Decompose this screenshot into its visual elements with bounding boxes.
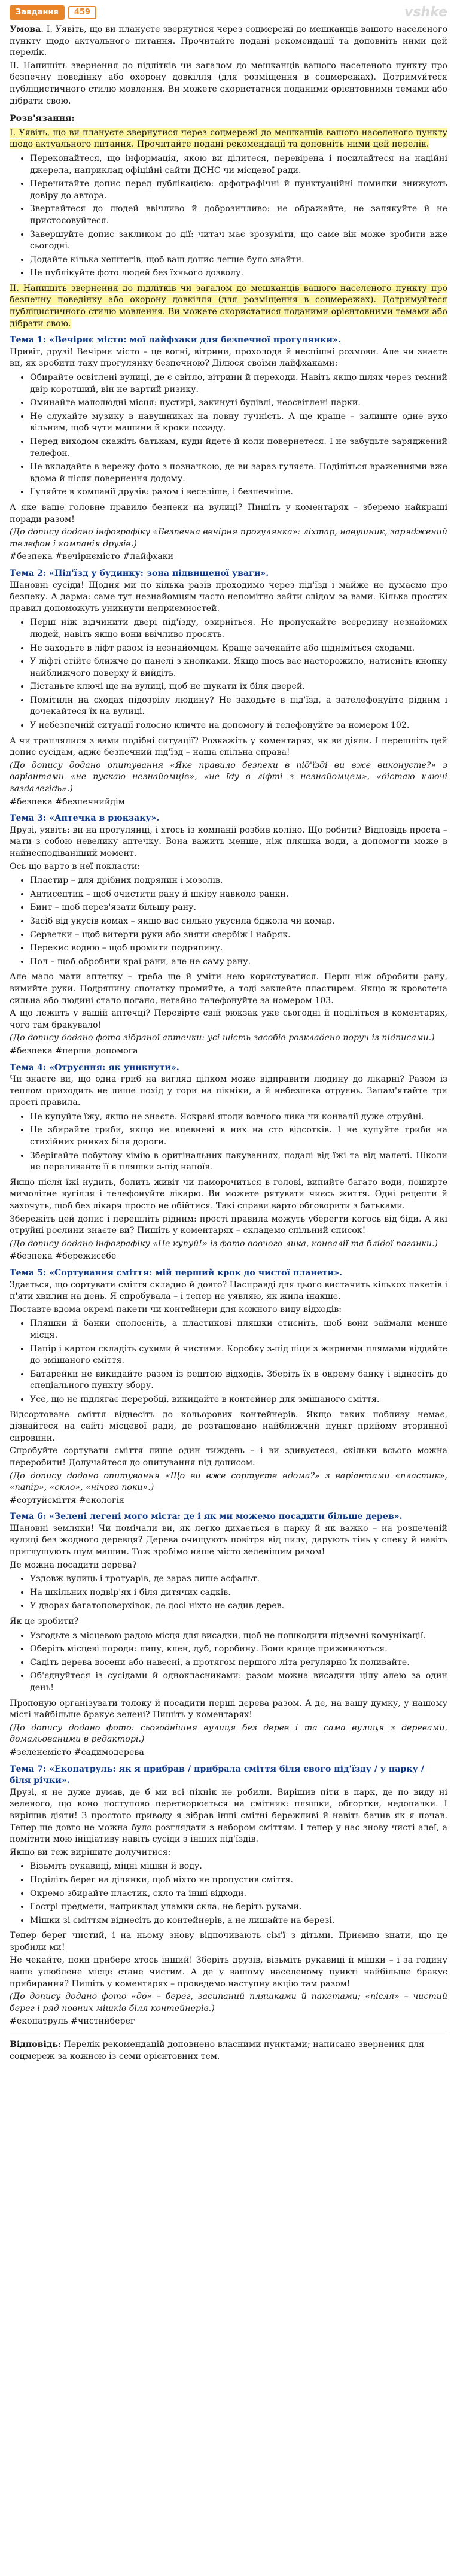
- theme-list-item: • Уздовж вулиць і тротуарів, де зараз лише асфальт.: [30, 1573, 447, 1585]
- theme-block: [10, 1511, 447, 1758]
- theme-list-item: • Пляшки й банки сполосніть, а пластикові пляшки стисніть, щоб вони займали менше місця.: [30, 1318, 447, 1341]
- part1-item: • Звертайтеся до людей ввічливо й доброзичливо: не ображайте, не залякуйте й не пристосовуйтеся.: [30, 203, 447, 227]
- part1-item: • Додайте кілька хештегів, щоб ваш допис легше було знайти.: [30, 254, 447, 266]
- theme-list-item: • Не купуйте їжу, якщо не знаєте. Яскраві ягоди вовчого лика чи конвалії дуже отруйні.: [30, 1111, 447, 1123]
- theme-note: (До допису додано фото зібраної аптечки: усі шість засобів розкладено поруч із підписами.): [10, 1033, 435, 1043]
- theme-list-item: • Батарейки не викидайте разом із рештою відходів. Зберіть їх в окрему банку і віднесіть до спеціального пункту збору.: [30, 1369, 447, 1392]
- theme-intro: Привіт, друзі! Вечірнє місто – це вогні, вітрини, прохолода й неспішні розмови. Але чи знаєте ви, як зробити таку прогулянку безпечною? Ділюся своїми лайфхаками:: [10, 347, 447, 369]
- part1-item: • Перечитайте допис перед публікацією: орфографічні й пунктуаційні помилки знижують довіру до автора.: [30, 178, 447, 202]
- theme-list-item: • Не збирайте гриби, якщо не впевнені в них на сто відсотків. І не купуйте гриби на стихійних ринках біля дороги.: [30, 1125, 447, 1148]
- theme-note: (До допису додано опитування «Що ви вже сортуєте вдома?» з варіантами «пластик», «папір», «скло», «нічого поки».): [10, 1471, 447, 1493]
- theme-list-item: • Поділіть берег на ділянки, щоб ніхто не пропустив сміття.: [30, 1875, 447, 1887]
- theme-title: Тема 4: «Отруєння: як уникнути».: [10, 1062, 179, 1073]
- theme-list-item: • Оминайте малолюдні місця: пустирі, закинуті будівлі, неосвітлені парки.: [30, 397, 447, 409]
- theme-list: [10, 875, 447, 968]
- part1-heading: [10, 127, 447, 151]
- solution-title: Розв'язання:: [10, 114, 75, 124]
- theme-hashtags: #екопатруль #чистийберег: [10, 2016, 135, 2027]
- theme-note: (До допису додано фото «до» – берег, засипаний пляшками й пакетами; «після» – чистий берег і ряд повних мішків біля контейнерів.): [10, 1992, 447, 2013]
- theme-list-item: • Дістаньте ключі ще на вулиці, щоб не шукати їх біля дверей.: [30, 681, 447, 693]
- theme-list: [10, 1573, 447, 1612]
- top-bar: [10, 5, 447, 20]
- theme-hashtags: #сортуйсміття #екологія: [10, 1495, 124, 1505]
- theme-closing: А яке ваше головне правило безпеки на вулиці? Пишіть у коментарях – зберемо найкращі поради разом!: [10, 502, 447, 524]
- theme-list-item: • Помітили на сходах підозрілу людину? Не заходьте в під'їзд, а зателефонуйте рідним і дочекайтеся їх на вулиці.: [30, 695, 447, 718]
- theme-intro-2: Поставте вдома окремі пакети чи контейнери для кожного виду відходів:: [10, 1304, 342, 1314]
- theme-block: [10, 568, 447, 808]
- theme-list-item: • Папір і картон складіть сухими й чистими. Коробку з-під піци з жирними плямами віддайте до змішаного сміття.: [30, 1344, 447, 1367]
- theme-closing-2: А що лежить у вашій аптечці? Перевірте свій рюкзак уже сьогодні й поділіться в коментарях, чого там бракувало!: [10, 1008, 447, 1030]
- theme-list-item: • Зберігайте побутову хімію в оригінальних пакуваннях, подалі від їжі та від малечі. Ніколи не переливайте її в пляшки з-під напоїв.: [30, 1150, 447, 1174]
- theme-list-item: • Бинт – щоб перев'язати більшу рану.: [30, 902, 447, 914]
- theme-hashtags: #безпека #перша_допомога: [10, 1046, 138, 1056]
- theme-list-item: • Обирайте освітлені вулиці, де є світло, вітрини й переходи. Навіть якщо шлях через темний двір коротший, він не вартий ризику.: [30, 372, 447, 396]
- theme-block: [10, 1062, 447, 1263]
- theme-note: (До допису додано інфографіку «Безпечна вечірня прогулянка»: ліхтар, навушник, заряджений телефон і компанія друзів.): [10, 527, 447, 549]
- answer-label: Відповідь: [10, 2040, 59, 2050]
- condition-label: Умова: [10, 25, 41, 34]
- theme-closing: Пропоную організувати толоку й посадити перші дерева разом. А де, на вашу думку, у нашому місті найбільше бракує зелені? Пишіть у коментарях!: [10, 1698, 447, 1720]
- theme-list-item: • У ліфті стійте ближче до панелі з кнопками. Якщо щось вас насторожило, натисніть кнопку найближчого поверху й вийдіть.: [30, 656, 447, 679]
- theme-list: [10, 617, 447, 731]
- part1-item: • Не публікуйте фото людей без їхнього дозволу.: [30, 268, 447, 280]
- theme-list: [10, 1861, 447, 1927]
- theme-closing: А чи траплялися з вами подібні ситуації? Розкажіть у коментарях, як ви діяли. І перешліть цей допис сусідам, адже безпечний під'їзд – наша спільна справа!: [10, 736, 447, 758]
- theme-intro-2: Якщо ви теж вирішите долучитися:: [10, 1847, 171, 1857]
- part2-heading-text: II. Напишіть звернення до підлітків чи загалом до мешканців вашого населеного пункту про безпечну поведінку або охорону довкілля (для розміщення в соцмережах). Дотримуйтеся публіцистичного стилю мовлення. Ви можете скористатися поданими орієнтовними темами або дібрати свою.: [10, 283, 447, 329]
- themes-container: [10, 335, 447, 2028]
- theme-title: Тема 5: «Сортування сміття: мій перший крок до чистої планети».: [10, 1268, 342, 1278]
- theme-list-item: • Гострі предмети, наприклад уламки скла, не беріть руками.: [30, 1901, 447, 1913]
- theme-intro-2: Де можна посадити дерева?: [10, 1560, 137, 1570]
- condition-paragraph-1: Умова. I. Уявіть, що ви плануєте звернутися через соцмережі до мешканців вашого населеного пункту щодо актуального питання. Прочитайте подані рекомендації та доповніть ними цей перелік.: [10, 25, 447, 58]
- theme-title: Тема 7: «Екопатруль: як я прибрав / прибрала сміття біля свого під'їзду / у парку / біля річки».: [10, 1764, 424, 1786]
- part1-item: • Переконайтеся, що інформація, якою ви ділитеся, перевірена і посилайтеся на надійні джерела, наприклад офіційні сайти ДСНС чи місцевої ради.: [30, 153, 447, 177]
- theme-title: Тема 6: «Зелені легені мого міста: де і як ми можемо посадити більше дерев».: [10, 1512, 403, 1522]
- theme-list-item: • Усе, що не підлягає переробці, викидайте в контейнер для змішаного сміття.: [30, 1394, 447, 1406]
- theme-list-item: • Мішки зі сміттям віднесіть до контейнерів, а не лишайте на березі.: [30, 1915, 447, 1927]
- theme-list-item: • Пол – щоб обробити краї рани, але не саму рану.: [30, 956, 447, 968]
- theme-list-item: • Засіб від укусів комах – якщо вас сильно укусила бджола чи комар.: [30, 916, 447, 928]
- theme-list: [10, 372, 447, 499]
- task-badge: [10, 5, 96, 20]
- theme-list-item: • Гуляйте в компанії друзів: разом і веселіше, і безпечніше.: [30, 487, 447, 499]
- theme-list-item: • Не заходьте в ліфт разом із незнайомцем. Краще зачекайте або підніміться сходами.: [30, 643, 447, 655]
- theme-note: (До допису додано опитування «Яке правило безпеки в під'їзді ви вже виконуєте?» з варіантами «не пускаю незнайомців», «не їду в ліфті з незнайомцем», «дістаю ключі заздалегідь».): [10, 760, 447, 794]
- theme-hashtags: #безпека #безпечнийдім: [10, 797, 125, 807]
- watermark: vshke: [404, 5, 447, 20]
- theme-block: [10, 1268, 447, 1506]
- theme-intro-2: Ось що варто в неї покласти:: [10, 861, 141, 871]
- theme-list-item: • Антисептик – щоб очистити рану й шкіру навколо ранки.: [30, 889, 447, 901]
- theme-list-item: • Не вкладайте в вережу фото з позначкою, де ви зараз гуляєте. Поділіться враженнями вже вдома й після повернення додому.: [30, 461, 447, 485]
- part2-heading: [10, 283, 447, 330]
- theme-note: (До допису додано інфографіку «Не купуй!» із фото вовчого лика, конвалії та блідої поганки.): [10, 1238, 438, 1248]
- theme-list-2-item: • Оберіть місцеві породи: липу, клен, дуб, горобину. Вони краще приживаються.: [30, 1644, 447, 1655]
- theme-intro: Друзі, уявіть: ви на прогулянці, і хтось із компанії розбив коліно. Що робити? Відповідь проста – мати з собою невелику аптечку. Вона важить менше, ніж пляшка води, а допомогти може в найнесподіваніший момент.: [10, 825, 447, 858]
- theme-block: [10, 1764, 447, 2028]
- theme-intro: Друзі, я не дуже думав, де б ми всі пікнік не робили. Вирішив піти в парк, де по виду ні зеленого, що воно поступово перетворюється на смітник: пляшки, обгортки, недопалки. І вирішив діяти! З простого приводу я зібрав інші смітні бережливі й навіть бачив як я почав. Тепер ще довго не можна було розглядати з набором сміттям. І тепер у нас знову чисті алеї, а помітити мою ініціативу навіть сусіди з інших під'їздів.: [10, 1787, 447, 1845]
- condition-block: [10, 24, 447, 107]
- theme-list-2-item: • Об'єднуйтеся із сусідами й однокласниками: разом можна висадити цілу алею за один день!: [30, 1670, 447, 1694]
- answer-text: Перелік рекомендацій доповнено власними пунктами; написано звернення для соцмереж за кожною із семи орієнтовних тем.: [10, 2040, 425, 2061]
- theme-block: [10, 813, 447, 1057]
- theme-closing: Відсортоване сміття віднесіть до кольорових контейнерів. Якщо таких поблизу немає, дізнайтеся на сайті місцевої ради, де розташовано найближчий пункт прийому вторинної сировини.: [10, 1409, 447, 1443]
- theme-list-item: • Серветки – щоб витерти руки або зняти свербіж і набряк.: [30, 929, 447, 941]
- theme-closing: Але мало мати аптечку – треба ще й уміти нею користуватися. Перш ніж обробити рану, вимийте руки. Подряпину спочатку промийте, а тоді заклейте пластирем. Якщо ж кровотеча сильна або людині стало погано, негайно телефонуйте за номером 103.: [10, 972, 447, 1006]
- theme-list-item: • Візьміть рукавиці, міцні мішки й воду.: [30, 1861, 447, 1873]
- answer-block: Відповідь: Перелік рекомендацій доповнено власними пунктами; написано звернення для соцмереж за кожною із семи орієнтовних тем.: [10, 2040, 425, 2061]
- theme-intro: Шановні сусіди! Щодня ми по кілька разів проходимо через під'їзд і майже не думаємо про безпеку. А дарма: саме тут незнайомцям часто непомітно зайти слідом за вами. Кілька простих правил допоможуть уникнути неприємностей.: [10, 580, 447, 613]
- theme-hashtags: #безпека #бережисебе: [10, 1251, 117, 1262]
- task-number: 459: [68, 6, 96, 19]
- condition-text-1: I. Уявіть, що ви плануєте звернутися через соцмережі до мешканців вашого населеного пункту щодо актуального питання. Прочитайте подані рекомендації та доповніть ними цей перелік.: [10, 25, 447, 58]
- part1-item: • Завершуйте допис закликом до дії: читач має зрозуміти, що саме він може зробити вже сьогодні.: [30, 229, 447, 253]
- theme-note: (До допису додано фото: сьогоднішня вулиця без дерев і та сама вулиця з деревами, домальованими в редакторі.): [10, 1723, 447, 1745]
- theme-hashtags: #зеленемісто #садимодерева: [10, 1747, 144, 1757]
- theme-intro-3: Як це зробити?: [10, 1617, 79, 1627]
- task-label: Завдання: [10, 5, 65, 20]
- theme-closing: Тепер берег чистий, і на ньому знову відпочивають сім'ї з дітьми. Приємно знати, що це зробили ми!: [10, 1931, 447, 1952]
- theme-list-2: [10, 1630, 447, 1694]
- theme-list-2-item: • Узгодьте з місцевою радою місця для висадки, щоб не пошкодити підземні комунікації.: [30, 1630, 447, 1642]
- theme-list-item: • Перед виходом скажіть батькам, куди йдете й коли повернетеся. І не забудьте заряджений телефон.: [30, 436, 447, 460]
- theme-list: [10, 1318, 447, 1405]
- theme-list-2-item: • Садіть дерева восени або навесні, а протягом першого літа регулярно їх поливайте.: [30, 1657, 447, 1669]
- condition-paragraph-2: II. Напишіть звернення до підлітків чи загалом до мешканців вашого населеного пункту про безпечну поведінку або охорону довкілля (для розміщення в соцмережах). Дотримуйтеся публіцистичного стилю мовлення. Ви можете скористатися поданими орієнтовними темами або дібрати свою.: [10, 60, 447, 106]
- theme-intro: Шановні земляки! Чи помічали ви, як легко дихається в парку й як важко – на розпеченій вулиці без жодного деревця? Дерева очищують повітря від пилу, дарують тінь у спеку й навіть приглушують шум машин. Тож зробімо наше місто зеленішим разом!: [10, 1523, 447, 1557]
- theme-list-item: • У дворах багатоповерхівок, де досі ніхто не садив дерев.: [30, 1600, 447, 1612]
- theme-hashtags: #безпека #вечірнємісто #лайфхаки: [10, 552, 174, 562]
- theme-closing-2: Не чекайте, поки прибере хтось інший! Зберіть друзів, візьміть рукавиці й мішки – і за годину ваше улюблене місце стане чистим. А де у вашому населеному пункті найбільше бракує прибирання? Пишіть у коментарях – проведемо наступну акцію там разом!: [10, 1955, 447, 1989]
- theme-list-item: • Не слухайте музику в навушниках на повну гучність. А ще краще – залиште одне вухо вільним, щоб чути машини й кроки позаду.: [30, 411, 447, 435]
- theme-intro: Здається, що сортувати сміття складно й довго? Насправді для цього вистачить кількох пакетів і п'яти хвилин на день. Я спробувала – і тепер не уявляю, як жила інакше.: [10, 1280, 447, 1302]
- theme-list: [10, 1111, 447, 1174]
- theme-list-item: • У небезпечній ситуації голосно кличте на допомогу й телефонуйте за номером 102.: [30, 720, 447, 732]
- theme-closing-2: Збережіть цей допис і перешліть рідним: прості правила можуть уберегти когось від біди. А які отруйні рослини знаєте ви? Пишіть у коментарях – складемо спільний список!: [10, 1214, 447, 1236]
- part1-list: [10, 153, 447, 280]
- theme-closing-2: Спробуйте сортувати сміття лише один тиждень – і ви здивуєтеся, скільки всього можна переробити! Долучайтеся до опитування під дописом.: [10, 1446, 447, 1468]
- theme-title: Тема 2: «Під'їзд у будинку: зона підвищеної уваги».: [10, 568, 269, 578]
- theme-list-item: • Пластир – для дрібних подряпин і мозолів.: [30, 875, 447, 887]
- theme-title: Тема 1: «Вечірнє місто: мої лайфхаки для безпечної прогулянки».: [10, 335, 341, 345]
- theme-list-item: • На шкільних подвір'ях і біля дитячих садків.: [30, 1587, 447, 1599]
- theme-intro: Чи знаєте ви, що одна гриб на вигляд цілком може відправити людину до лікарні? Разом із теплом приходить не лише похід у гори на пікніки, а й небезпека отруєнь. Запам'ятайте три прості правила.: [10, 1074, 447, 1108]
- theme-list-item: • Перекис водню – щоб промити подряпину.: [30, 943, 447, 955]
- theme-list-item: • Окремо збирайте пластик, скло та інші відходи.: [30, 1888, 447, 1900]
- theme-block: [10, 335, 447, 563]
- theme-title: Тема 3: «Аптечка в рюкзаку».: [10, 813, 160, 824]
- part1-heading-text: I. Уявіть, що ви плануєте звернутися через соцмережі до мешканців вашого населеного пункту щодо актуального питання. Прочитайте подані рекомендації та доповніть ними цей перелік.: [10, 127, 447, 150]
- theme-list-item: • Перш ніж відчинити двері під'їзду, озирніться. Не пропускайте всередину незнайомих людей, навіть якщо вони ввічливо просять.: [30, 617, 447, 640]
- theme-closing: Якщо після їжі нудить, болить живіт чи паморочиться в голові, випийте багато води, поширте мимолітне вугілля і телефонуйте лікарю. Ви можете рятувати чиєсь життя. Одні рецепти й захочуть, щоб без лікаря просто не обійтися. Такі справи варто обговорити з батьками.: [10, 1177, 447, 1211]
